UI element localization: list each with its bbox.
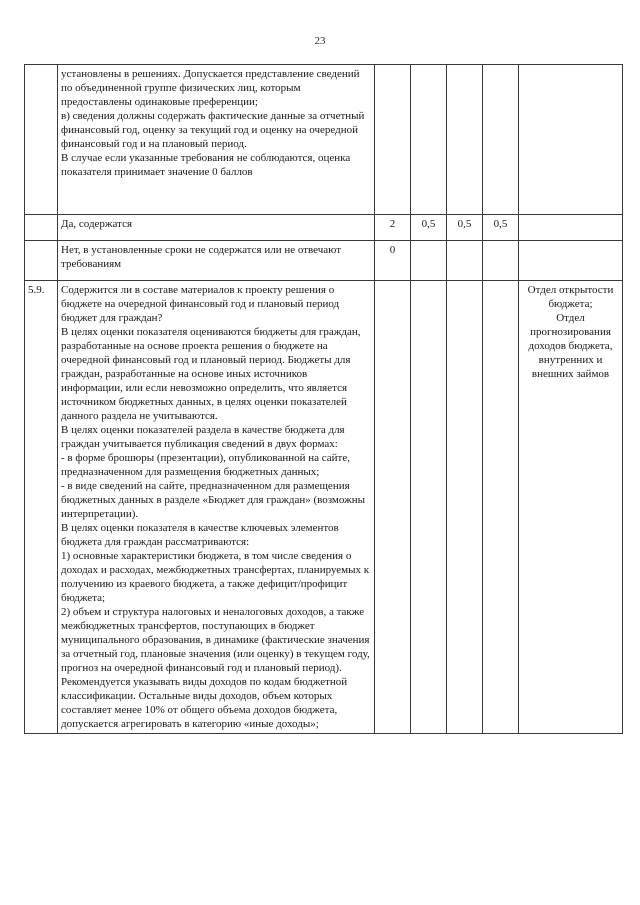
row-number xyxy=(25,215,58,241)
score-cell: 0,5 xyxy=(447,215,483,241)
department-cell xyxy=(519,281,623,734)
score-cell xyxy=(447,65,483,215)
department-line: Отдел открытости бюджета; xyxy=(527,284,614,310)
department-line: Отдел прогнозирования доходов бюджета, внутренних и внешних займов xyxy=(528,312,613,380)
criterion-text xyxy=(58,281,375,734)
department-cell xyxy=(519,241,623,281)
score-cell xyxy=(375,65,411,215)
paragraph: В целях оценки показателя оцениваются бюджеты для граждан, разработанные на основе проекта решения о бюджете на очередной финансовый год и плановый период. Бюджеты для граждан, разработанные на основе иных источников информации, или если невозможно определить, что является источником бюджетных данных, в целях оценки показателей данного раздела не учитываются. xyxy=(61,326,361,422)
score-cell xyxy=(447,241,483,281)
department-cell xyxy=(519,65,623,215)
score-cell: 0,5 xyxy=(411,215,447,241)
table-row xyxy=(25,215,623,241)
criterion-text xyxy=(58,215,375,241)
score-cell xyxy=(411,241,447,281)
score-cell xyxy=(411,281,447,734)
score-cell xyxy=(483,65,519,215)
score-cell xyxy=(483,281,519,734)
paragraph: Да, содержатся xyxy=(61,218,133,230)
score-cell: 2 xyxy=(375,215,411,241)
paragraph: В целях оценки показателя в качестве ключевых элементов бюджета для граждан рассматриваются: xyxy=(61,522,339,548)
score-cell xyxy=(447,281,483,734)
score-cell xyxy=(375,281,411,734)
criterion-text xyxy=(58,241,375,281)
score-cell: 0,5 xyxy=(483,215,519,241)
paragraph: 1) основные характеристики бюджета, в том числе сведения о доходах и расходах, межбюджетных трансфертах, планируемых к получению из краевого бюджета, а также дефицит/профицит бюджета; xyxy=(61,550,370,604)
paragraph: Содержится ли в составе материалов к проекту решения о бюджете на очередной финансовый год и плановый период бюджет для граждан? xyxy=(61,284,340,324)
page-number: 23 xyxy=(314,35,326,47)
paragraph: Нет, в установленные сроки не содержатся или не отвечают требованиям xyxy=(61,244,342,270)
table-row xyxy=(25,65,623,215)
paragraph: 2) объем и структура налоговых и неналоговых доходов, а также межбюджетных трансфертов, поступающих в бюджет муниципального образования, в динамике (фактические значения за отчетный год, плановые значения (или оценку) в текущем году, прогноз на очередной финансовый год и плановый период). Рекомендуется указывать виды доходов по кодам бюджетной классификации. Остальные виды доходов, объем которых составляет менее 10% от общего объема доходов бюджета, допускается агрегировать в категорию «иные доходы»; xyxy=(61,606,370,730)
paragraph: - в виде сведений на сайте, предназначенном для размещения бюджетных данных в разделе «Бюджет для граждан» (возможны интерпретации). xyxy=(61,480,365,520)
paragraph: - в форме брошюры (презентации), опубликованной на сайте, предназначенном для размещения бюджетных данных; xyxy=(61,452,350,478)
department-cell xyxy=(519,215,623,241)
score-cell xyxy=(411,65,447,215)
row-number xyxy=(25,241,58,281)
paragraph: В целях оценки показателей раздела в качестве бюджета для граждан учитывается публикация сведений в двух формах: xyxy=(61,424,345,450)
row-number xyxy=(25,65,58,215)
paragraph: В случае если указанные требования не соблюдаются, оценка показателя принимает значение 0 баллов xyxy=(61,152,351,178)
score-cell: 0 xyxy=(375,241,411,281)
score-cell xyxy=(483,241,519,281)
table-row xyxy=(25,281,623,734)
row-number: 5.9. xyxy=(25,281,58,734)
criterion-text xyxy=(58,65,375,215)
table-row xyxy=(25,241,623,281)
paragraph: установлены в решениях. Допускается представление сведений по объединенной группе физических лиц, которым предоставлены одинаковые преференции; xyxy=(61,68,360,108)
paragraph: в) сведения должны содержать фактические данные за отчетный финансовый год, оценку за текущий год и оценку на очередной финансовый год и на плановый период. xyxy=(61,110,365,150)
criteria-table xyxy=(24,64,623,734)
